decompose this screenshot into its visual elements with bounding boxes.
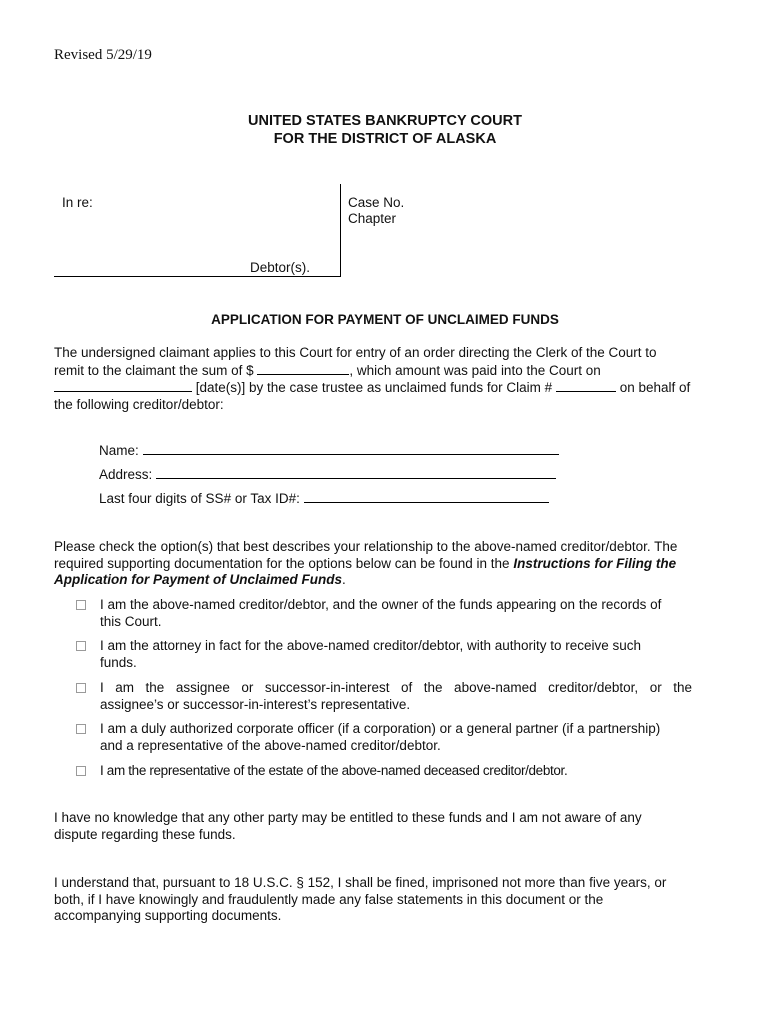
application-title: APPLICATION FOR PAYMENT OF UNCLAIMED FUNDS: [211, 312, 559, 327]
check-intro-line-1: Please check the option(s) that best describes your relationship to the above-named creditor/debtor. The: [54, 539, 678, 554]
understand-paragraph: I understand that, pursuant to 18 U.S.C. § 152, I shall be fined, imprisoned not more than five years, or both, if I have knowingly and fraudulently made any false statements in this document or the accompanying supporting documents.: [54, 875, 667, 923]
option-checkbox[interactable]: [76, 683, 86, 693]
name-field-row: [99, 442, 559, 458]
option-checkbox[interactable]: [76, 600, 86, 610]
option-checkbox[interactable]: [76, 641, 86, 651]
amount-blank[interactable]: [257, 362, 349, 375]
court-name: UNITED STATES BANKRUPTCY COURT: [248, 113, 522, 129]
chapter-label: Chapter: [348, 211, 397, 226]
name-label: Name:: [99, 443, 139, 458]
address-field[interactable]: [156, 466, 556, 479]
claim-number-blank[interactable]: [556, 379, 616, 392]
court-district: FOR THE DISTRICT OF ALASKA: [273, 131, 497, 147]
intro-line-2: remit to the claimant the sum of $ , which amount was paid into the Court on: [54, 362, 601, 378]
option-corporate-officer[interactable]: I am a duly authorized corporate officer (if a corporation) or a general partner (if a partnership) and a representative of the above-named creditor/debtor.: [76, 721, 696, 755]
option-checkbox[interactable]: [76, 724, 86, 734]
address-label: Address:: [99, 467, 153, 482]
option-creditor-owner[interactable]: I am the above-named creditor/debtor, and the owner of the funds appearing on the records of this Court.: [76, 597, 696, 631]
intro-line-3: [date(s)] by the case trustee as unclaimed funds for Claim # on behalf of: [54, 379, 714, 397]
in-re-label: In re:: [62, 195, 93, 210]
check-intro-line-3: Application for Payment of Unclaimed Funds.: [54, 572, 346, 587]
option-assignee[interactable]: I am the assignee or successor-in-interest of the above-named creditor/debtor, or the assignee’s or successor-in-interest’s representative.: [76, 680, 696, 714]
ssn-field[interactable]: [304, 490, 549, 503]
intro-paragraph: [54, 345, 714, 413]
option-attorney-in-fact[interactable]: I am the attorney in fact for the above-named creditor/debtor, with authority to receive such funds.: [76, 638, 696, 672]
case-no-label: Case No.: [348, 195, 405, 210]
address-field-row: [99, 466, 556, 482]
date-blank[interactable]: [54, 379, 192, 392]
ssn-field-row: [99, 490, 549, 506]
option-estate-representative[interactable]: I am the representative of the estate of the above-named deceased creditor/debtor.: [76, 763, 696, 781]
caption-divider-vertical: [340, 184, 341, 277]
revised-date: Revised 5/29/19: [54, 47, 152, 63]
knowledge-paragraph: I have no knowledge that any other party may be entitled to these funds and I am not aware of any dispute regarding these funds.: [54, 810, 642, 842]
check-intro-paragraph: [54, 539, 714, 589]
check-intro-line-2: required supporting documentation for the options below can be found in the Instructions for Filing the: [54, 555, 677, 571]
instructions-title: Instructions for Filing the: [513, 555, 677, 571]
name-field[interactable]: [143, 442, 559, 455]
intro-line-4: the following creditor/debtor:: [54, 396, 224, 412]
caption-divider-horizontal: [54, 276, 341, 277]
intro-line-1: The undersigned claimant applies to this Court for entry of an order directing the Clerk of the Court to: [54, 345, 657, 360]
debtors-label: Debtor(s).: [250, 260, 311, 275]
option-checkbox[interactable]: [76, 766, 86, 776]
ssn-label: Last four digits of SS# or Tax ID#:: [99, 491, 300, 506]
